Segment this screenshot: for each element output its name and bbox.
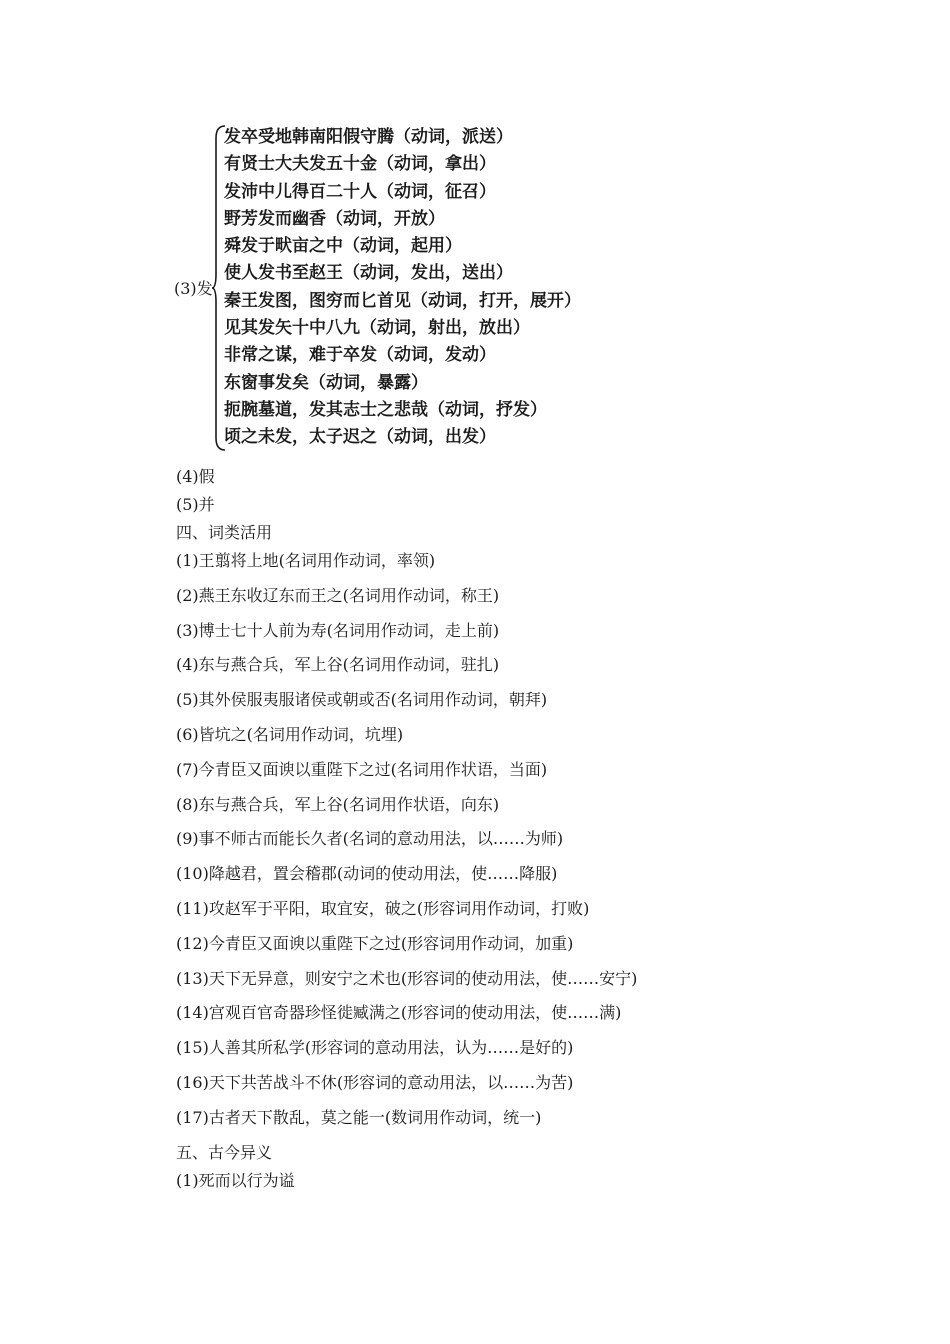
- item-line: (7)今青臣又面谀以重陛下之过(名词用作状语，当面): [176, 760, 548, 779]
- item-line: (13)天下无异意，则安宁之术也(形容词的使动用法，使……安宁): [176, 969, 638, 988]
- item-line: (1)死而以行为谥: [176, 1171, 295, 1190]
- group-label: (3)发: [174, 279, 213, 298]
- fa-example: 秦王发图，图穷而匕首见（动词，打开，展开）: [224, 290, 581, 311]
- item-line: (17)古者天下散乱，莫之能一(数词用作动词，统一): [176, 1108, 542, 1127]
- item-line: (4)假: [176, 467, 215, 486]
- item-line: (10)降越君，置会稽郡(动词的使动用法，使……降服): [176, 864, 558, 883]
- fa-example: 野芳发而幽香（动词，开放）: [224, 208, 445, 229]
- fa-example: 使人发书至赵王（动词，发出，送出）: [224, 263, 513, 284]
- item-line: (9)事不师古而能长久者(名词的意动用法，以……为师): [176, 829, 564, 848]
- item-line: (12)今青臣又面谀以重陛下之过(形容词用作动词，加重): [176, 934, 574, 953]
- item-line: (14)宫观百官奇器珍怪徙臧满之(形容词的使动用法，使……满): [176, 1003, 622, 1022]
- fa-example: 发卒受地韩南阳假守腾（动词，派送）: [224, 127, 513, 147]
- item-line: (5)其外侯服夷服诸侯或朝或否(名词用作动词，朝拜): [176, 690, 548, 709]
- section-heading: 五、古今异义: [176, 1143, 273, 1162]
- item-line: (16)天下共苦战斗不休(形容词的意动用法，以……为苦): [176, 1073, 574, 1092]
- fa-example: 东窗事发矣（动词，暴露）: [224, 372, 428, 393]
- fa-example-list: [224, 124, 581, 452]
- fa-meaning-group: [174, 124, 734, 452]
- item-line: (3)博士七十人前为寿(名词用作动词，走上前): [176, 621, 500, 640]
- fa-example: 发沛中儿得百二十人（动词，征召）: [224, 181, 496, 202]
- section-heading: 四、词类活用: [176, 523, 273, 542]
- item-line: (11)攻赵军于平阳，取宜安，破之(形容词用作动词，打败): [176, 899, 590, 918]
- item-line: (5)并: [176, 495, 215, 514]
- item-line: (8)东与燕合兵，军上谷(名词用作状语，向东): [176, 795, 500, 814]
- item-line: (1)王翦将上地(名词用作动词，率领): [176, 551, 436, 570]
- fa-example: 舜发于畎亩之中（动词，起用）: [224, 236, 462, 257]
- fa-example: 非常之谋，难于卒发（动词，发动）: [224, 345, 496, 366]
- item-line: (6)皆坑之(名词用作动词，坑埋): [176, 725, 404, 744]
- fa-example: 有贤士大夫发五十金（动词，拿出）: [224, 154, 496, 175]
- item-line: (2)燕王东收辽东而王之(名词用作动词，称王): [176, 586, 500, 605]
- item-line: (4)东与燕合兵，军上谷(名词用作动词，驻扎): [176, 655, 500, 674]
- item-line: (15)人善其所私学(形容词的意动用法，认为……是好的): [176, 1038, 574, 1057]
- fa-example: 见其发矢十中八九（动词，射出，放出）: [224, 318, 530, 339]
- fa-example: 顷之未发，太子迟之（动词，出发）: [224, 427, 496, 448]
- fa-example: 扼腕墓道，发其志士之悲哉（动词，抒发）: [224, 399, 547, 420]
